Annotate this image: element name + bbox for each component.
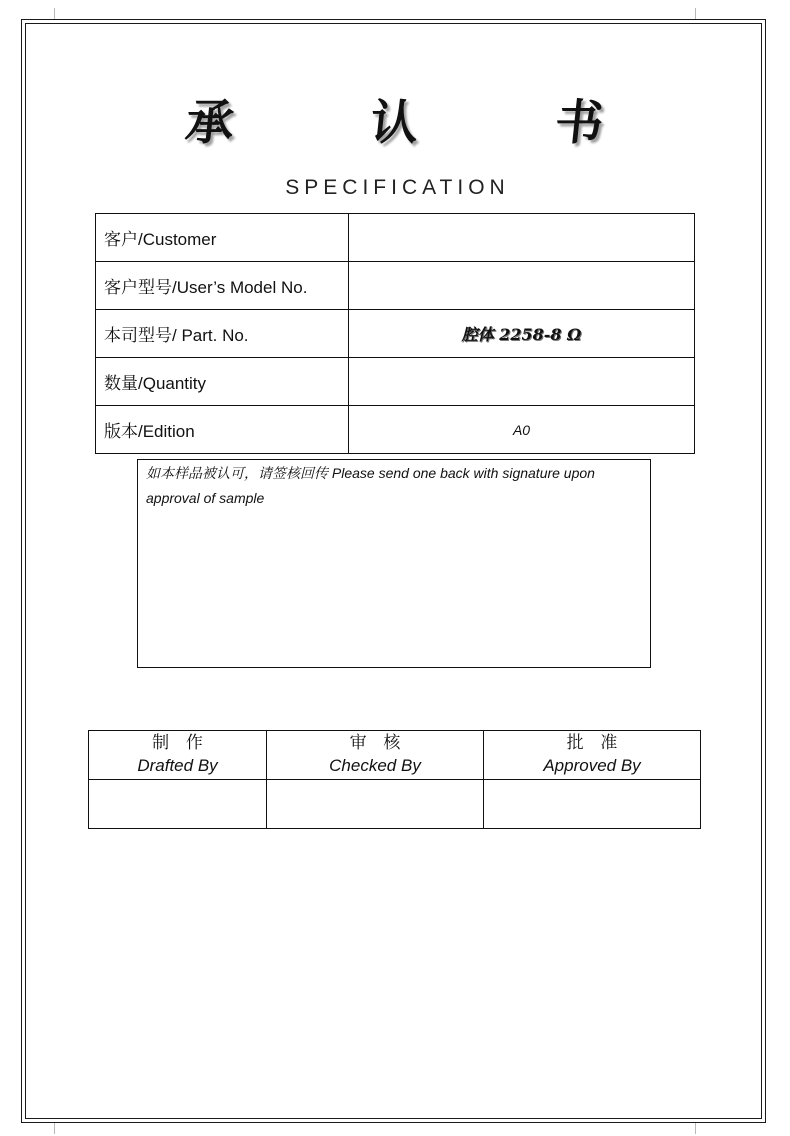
signature-cell-drafted — [89, 780, 267, 829]
signature-header-en: Drafted By — [137, 756, 218, 775]
info-row-user-model — [96, 262, 695, 310]
info-value-part-no — [349, 310, 695, 358]
document-title: 承 认 书 — [182, 95, 667, 151]
signature-header-cn: 制 作 — [152, 733, 209, 752]
info-row-quantity — [96, 358, 695, 406]
signature-header-checked — [267, 731, 484, 780]
signature-blank-row — [89, 780, 701, 829]
crop-mark — [54, 1122, 55, 1134]
info-label: 版本/Edition — [96, 406, 349, 454]
info-row-edition — [96, 406, 695, 454]
info-label: 数量/Quantity — [96, 358, 349, 406]
signature-header-en: Checked By — [329, 756, 421, 775]
info-value-quantity — [349, 358, 695, 406]
info-value-user-model — [349, 262, 695, 310]
signature-cell-checked — [267, 780, 484, 829]
info-table — [95, 213, 695, 454]
info-label: 本司型号/ Part. No. — [96, 310, 349, 358]
signature-cell-approved — [484, 780, 701, 829]
signature-header-cn: 批 准 — [566, 733, 624, 752]
part-number-value: 腔体 2258-8 Ω — [461, 325, 582, 344]
info-row-part-no — [96, 310, 695, 358]
info-value-edition — [349, 406, 695, 454]
approval-note-text: 如本样品被认可，请签核回传 Please send one back with signature upon approval of sample — [146, 465, 595, 506]
info-label: 客户型号/User’s Model No. — [96, 262, 349, 310]
signature-header-approved — [484, 731, 701, 780]
signature-header-row — [89, 731, 701, 780]
signature-header-cn: 审 核 — [349, 733, 407, 752]
signature-header-drafted — [89, 731, 267, 780]
signature-header-en: Approved By — [543, 756, 641, 775]
signature-table — [88, 730, 701, 829]
info-label: 客户/Customer — [96, 214, 349, 262]
document-subtitle: SPECIFICATION — [285, 176, 510, 199]
info-value-customer — [349, 214, 695, 262]
crop-mark — [695, 1122, 696, 1134]
info-row-customer — [96, 214, 695, 262]
edition-value: A0 — [512, 421, 531, 438]
approval-note-box — [137, 459, 651, 668]
